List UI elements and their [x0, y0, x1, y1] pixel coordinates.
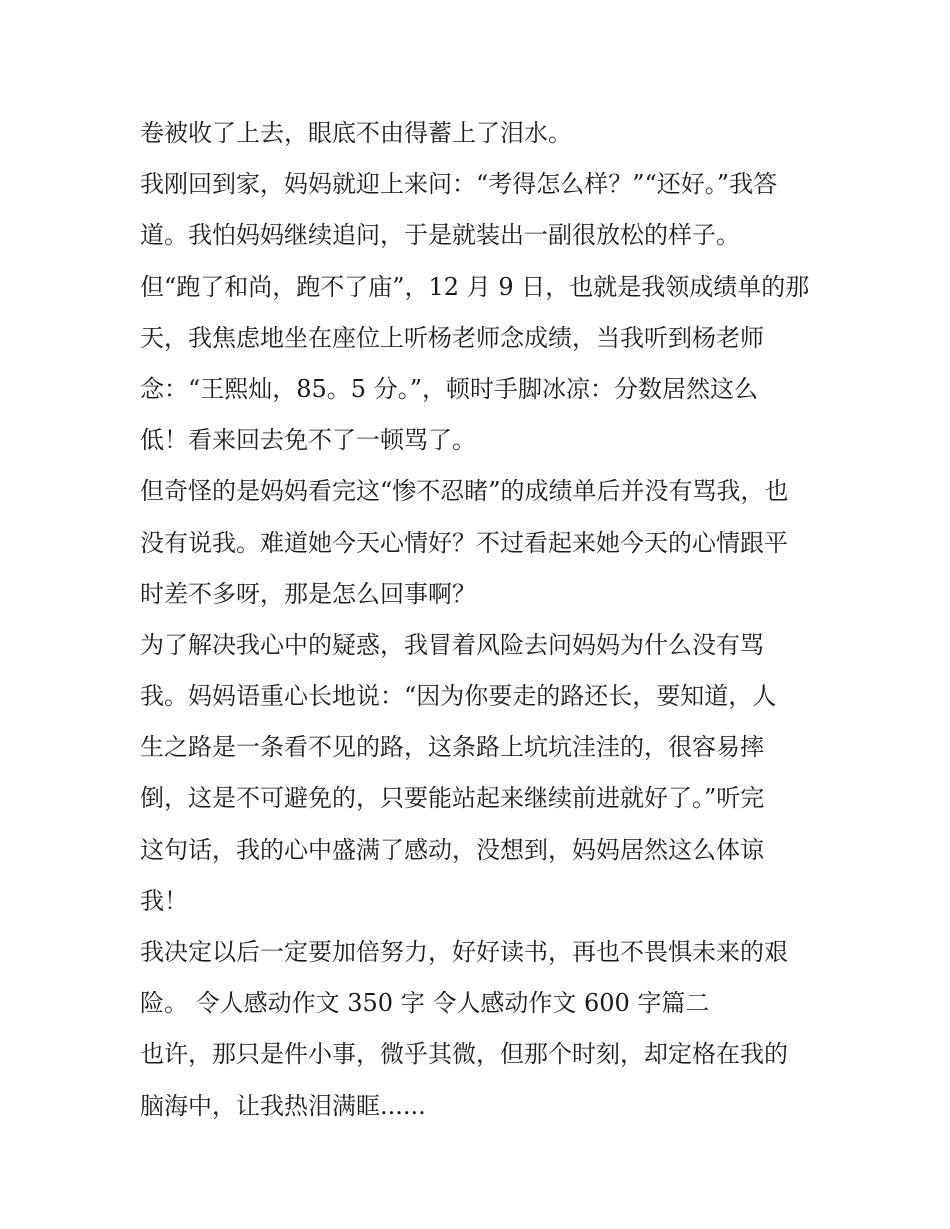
text-line: 但奇怪的是妈妈看完这“惨不忍睹”的成绩单后并没有骂我，也 [140, 477, 789, 506]
text-line: 我。妈妈语重心长地说：“因为你要走的路还长，要知道，人 [140, 682, 777, 711]
text-line: 道。我怕妈妈继续追问，于是就装出一副很放松的样子。 [140, 221, 740, 250]
text-line: 这句话，我的心中盛满了感动，没想到，妈妈居然这么体谅 [140, 835, 764, 864]
text-line: 我刚回到家，妈妈就迎上来问：“考得怎么样？”“还好。”我答 [140, 170, 778, 199]
text-line: 脑海中，让我热泪满眶...... [140, 1091, 426, 1120]
text-line: 我决定以后一定要加倍努力，好好读书，再也不畏惧未来的艰 [140, 938, 788, 966]
text-line: 卷被收了上去，眼底不由得蓄上了泪水。 [140, 119, 572, 147]
text-line: 念：“王熙灿，85。5 分。”，顿时手脚冰凉：分数居然这么 [140, 374, 758, 403]
text-line: 但“跑了和尚，跑不了庙”，12 月 9 日，也就是我领成绩单的那 [140, 272, 810, 301]
text-line: 倒，这是不可避免的，只要能站起来继续前进就好了。”听完 [140, 784, 765, 813]
text-line: 低！看来回去免不了一顿骂了。 [140, 426, 476, 455]
text-line: 天，我焦虑地坐在座位上听杨老师念成绩，当我听到杨老师 [140, 323, 764, 352]
text-line: 生之路是一条看不见的路，这条路上坑坑洼洼的，很容易摔 [140, 733, 764, 762]
text-line: 险。 令人感动作文 350 字 令人感动作文 600 字篇二 [140, 989, 710, 1018]
essay-body [140, 108, 820, 1132]
text-line: 也许，那只是件小事，微乎其微，但那个时刻，却定格在我的 [140, 1040, 788, 1069]
text-line: 我！ [140, 886, 188, 915]
text-line: 没有说我。难道她今天心情好？不过看起来她今天的心情跟平 [140, 528, 788, 557]
text-line: 时差不多呀，那是怎么回事啊？ [140, 579, 476, 608]
text-line: 为了解决我心中的疑惑，我冒着风险去问妈妈为什么没有骂 [140, 630, 764, 659]
